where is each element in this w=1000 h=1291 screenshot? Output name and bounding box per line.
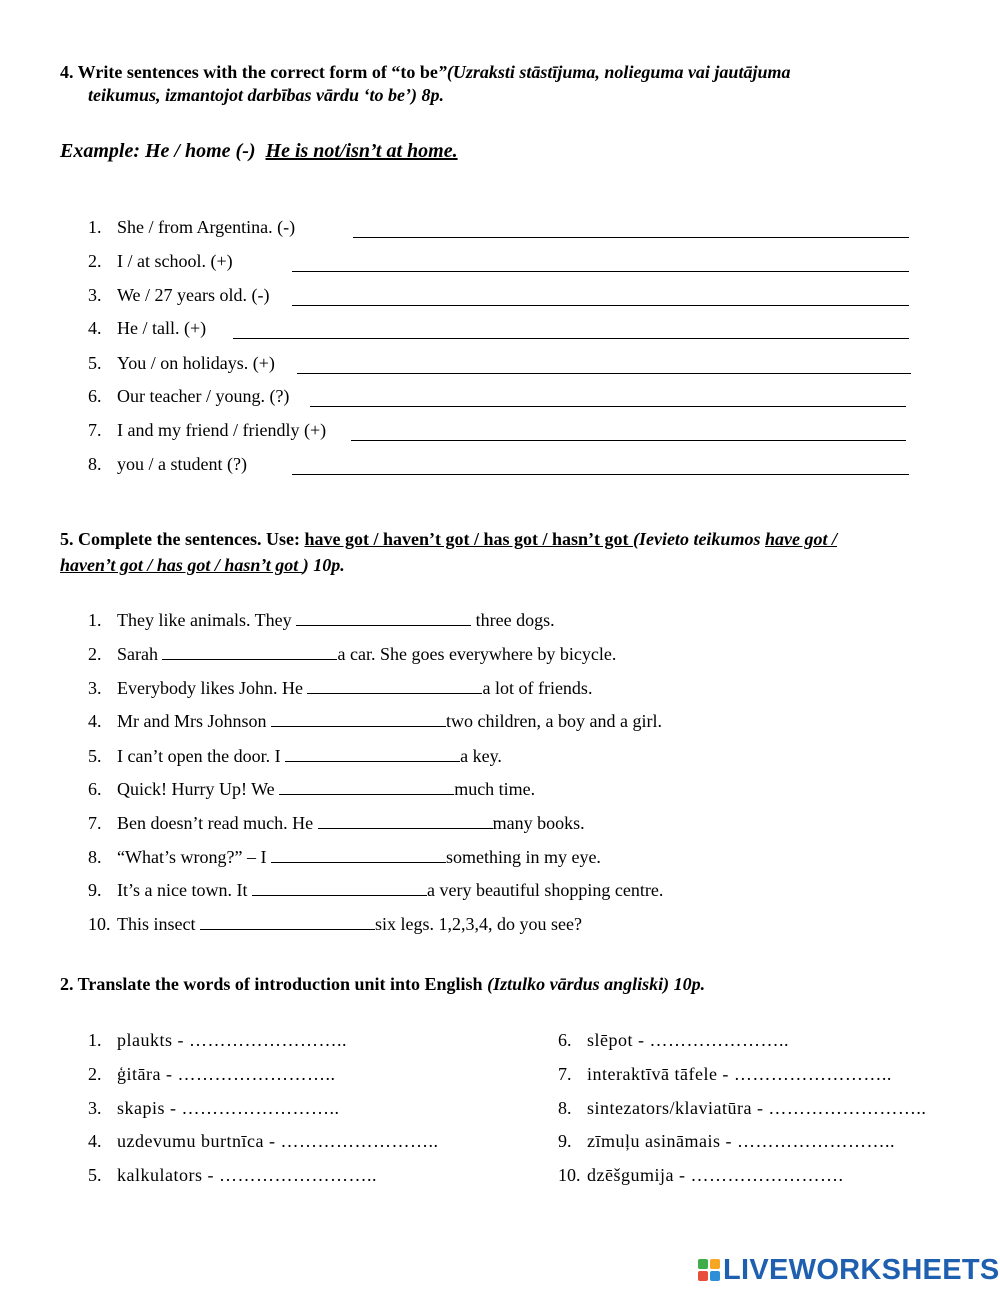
section-5-heading-line2 — [60, 555, 345, 576]
sentence-end: a key. — [460, 746, 502, 766]
sentence-start: Sarah — [117, 644, 163, 664]
translation-word: uzdevumu burtnīca - …………………….. — [117, 1131, 439, 1151]
section-5-points: ) 10p. — [302, 555, 345, 575]
translation-word: ģitāra - …………………….. — [117, 1064, 336, 1084]
section-4-heading-line2: teikumus, izmantojot darbības vārdu ‘to be’) 8p. — [88, 85, 445, 105]
sentence-end: a very beautiful shopping centre. — [426, 880, 664, 900]
sentence-start: “What’s wrong?” – I — [117, 847, 271, 867]
section-5-options: have got / haven’t got / has got / hasn’t got — [304, 529, 633, 549]
sentence-start: This insect — [117, 914, 200, 934]
answer-input-line[interactable] — [297, 358, 911, 374]
list-item — [88, 454, 247, 475]
item-number: 6. — [88, 779, 102, 799]
sentence-start: Quick! Hurry Up! We — [117, 779, 280, 799]
list-item — [88, 318, 206, 339]
section-2-heading — [60, 974, 705, 995]
list-item — [88, 678, 592, 699]
logo-text: LIVEWORKSHEETS — [723, 1253, 1000, 1286]
item-prompt: Our teacher / young. (?) — [117, 386, 290, 406]
sentence-start: Mr and Mrs Johnson — [117, 711, 272, 731]
gap-input[interactable] — [307, 678, 482, 694]
item-number: 6. — [88, 386, 102, 406]
sentence-start: They like animals. They — [117, 610, 297, 630]
item-prompt: We / 27 years old. (-) — [117, 285, 270, 305]
sentence-end: six legs. 1,2,3,4, do you see? — [375, 914, 582, 934]
item-number: 9. — [88, 880, 102, 900]
list-item — [88, 711, 662, 732]
translation-item[interactable] — [558, 1030, 789, 1051]
item-number: 2. — [88, 644, 102, 664]
translation-item[interactable] — [88, 1098, 340, 1119]
translation-item[interactable] — [88, 1064, 335, 1085]
item-number: 5. — [88, 746, 102, 766]
item-number: 3. — [88, 678, 102, 698]
gap-input[interactable] — [252, 880, 427, 896]
item-prompt: I / at school. (+) — [117, 251, 233, 271]
item-prompt: You / on holidays. (+) — [117, 353, 275, 373]
answer-input-line[interactable] — [351, 425, 906, 441]
section-4-heading-bold: 4. Write sentences with the correct form of “to be — [60, 62, 438, 82]
item-number: 1. — [88, 217, 102, 237]
section-4-heading-italic: ”(Uzraksti stāstījuma, nolieguma vai jautājuma — [437, 62, 791, 82]
item-number: 10. — [88, 914, 111, 934]
section-5-options-italic: have got / — [764, 529, 837, 549]
answer-input-line[interactable] — [233, 323, 909, 339]
item-number: 4. — [88, 1131, 102, 1151]
translation-item[interactable] — [88, 1030, 347, 1051]
gap-input[interactable] — [200, 914, 375, 930]
section-5-options-italic-2: haven’t got / has got / hasn’t got — [60, 555, 303, 575]
answer-input-line[interactable] — [292, 459, 909, 475]
translation-item[interactable] — [558, 1098, 926, 1119]
section-5-heading-italic: (Ievieto teikumos — [632, 529, 765, 549]
item-number: 6. — [558, 1030, 572, 1050]
sentence-start: It’s a nice town. It — [117, 880, 252, 900]
translation-item[interactable] — [558, 1165, 843, 1186]
example-line — [60, 140, 458, 163]
list-item — [88, 420, 326, 441]
translation-word: kalkulators - …………………….. — [117, 1165, 377, 1185]
list-item — [88, 610, 555, 631]
item-number: 10. — [558, 1165, 581, 1185]
list-item — [88, 386, 289, 407]
section-5-heading-bold: 5. Complete the sentences. Use: — [60, 529, 305, 549]
sentence-end: many books. — [492, 813, 585, 833]
translation-word: plaukts - …………………….. — [117, 1030, 347, 1050]
list-item — [88, 644, 616, 665]
list-item — [88, 813, 585, 834]
gap-input[interactable] — [271, 847, 446, 863]
item-number: 2. — [88, 1064, 102, 1084]
list-item — [88, 251, 233, 272]
item-number: 5. — [88, 353, 102, 373]
gap-input[interactable] — [318, 813, 493, 829]
sentence-end: much time. — [454, 779, 536, 799]
list-item — [88, 353, 275, 374]
item-number: 3. — [88, 285, 102, 305]
translation-word: interaktīvā tāfele - …………………….. — [587, 1064, 892, 1084]
example-answer: He is not/isn’t at home. — [265, 140, 458, 162]
section-2-heading-bold: 2. Translate the words of introduction unit into English — [60, 974, 488, 994]
translation-item[interactable] — [88, 1131, 438, 1152]
item-prompt: He / tall. (+) — [117, 318, 207, 338]
sentence-start: Everybody likes John. He — [117, 678, 308, 698]
item-number: 8. — [558, 1098, 572, 1118]
translation-word: slēpot - ………………….. — [587, 1030, 789, 1050]
item-number: 4. — [88, 318, 102, 338]
section-2-heading-italic: (Iztulko vārdus angliski) 10p. — [487, 974, 706, 994]
item-number: 5. — [88, 1165, 102, 1185]
item-number: 3. — [88, 1098, 102, 1118]
list-item — [88, 779, 535, 800]
item-number: 8. — [88, 847, 102, 867]
sentence-end: a car. She goes everywhere by bicycle. — [337, 644, 617, 664]
item-number: 8. — [88, 454, 102, 474]
item-number: 7. — [558, 1064, 572, 1084]
translation-word: dzēšgumija - ……………………. — [587, 1165, 844, 1185]
sentence-start: Ben doesn’t read much. He — [117, 813, 318, 833]
gap-input[interactable] — [279, 779, 454, 795]
list-item — [88, 285, 270, 306]
item-prompt: I and my friend / friendly (+) — [117, 420, 327, 440]
gap-input[interactable] — [162, 644, 337, 660]
item-prompt: She / from Argentina. (-) — [117, 217, 296, 237]
sentence-start: I can’t open the door. I — [117, 746, 286, 766]
answer-input-line[interactable] — [292, 290, 909, 306]
item-number: 7. — [88, 420, 102, 440]
translation-item[interactable] — [558, 1131, 895, 1152]
list-item — [88, 914, 582, 935]
sentence-end: two children, a boy and a girl. — [446, 711, 662, 731]
list-item — [88, 847, 601, 868]
sentence-end: a lot of friends. — [482, 678, 593, 698]
answer-input-line[interactable] — [292, 256, 909, 272]
sentence-end: something in my eye. — [445, 847, 601, 867]
list-item — [88, 217, 295, 238]
translation-word: sintezators/klaviatūra - …………………….. — [587, 1098, 927, 1118]
item-number: 7. — [88, 813, 102, 833]
item-number: 1. — [88, 1030, 102, 1050]
answer-input-line[interactable] — [353, 222, 909, 238]
liveworksheets-logo — [698, 1254, 1000, 1286]
list-item — [88, 746, 502, 767]
list-item — [88, 880, 663, 901]
gap-input[interactable] — [296, 610, 471, 626]
item-number: 2. — [88, 251, 102, 271]
logo-blocks-icon — [698, 1259, 720, 1281]
answer-input-line[interactable] — [310, 391, 906, 407]
translation-word: zīmuļu asināmais - …………………….. — [587, 1131, 895, 1151]
translation-word: skapis - …………………….. — [117, 1098, 340, 1118]
translation-item[interactable] — [88, 1165, 377, 1186]
item-number: 9. — [558, 1131, 572, 1151]
gap-input[interactable] — [271, 711, 446, 727]
section-4-heading — [60, 62, 790, 83]
section-5-heading — [60, 529, 837, 550]
item-number: 1. — [88, 610, 102, 630]
example-label: Example: He / home (-) — [60, 140, 256, 162]
gap-input[interactable] — [285, 746, 460, 762]
translation-item[interactable] — [558, 1064, 892, 1085]
item-prompt: you / a student (?) — [117, 454, 247, 474]
item-number: 4. — [88, 711, 102, 731]
sentence-end: three dogs. — [471, 610, 555, 630]
